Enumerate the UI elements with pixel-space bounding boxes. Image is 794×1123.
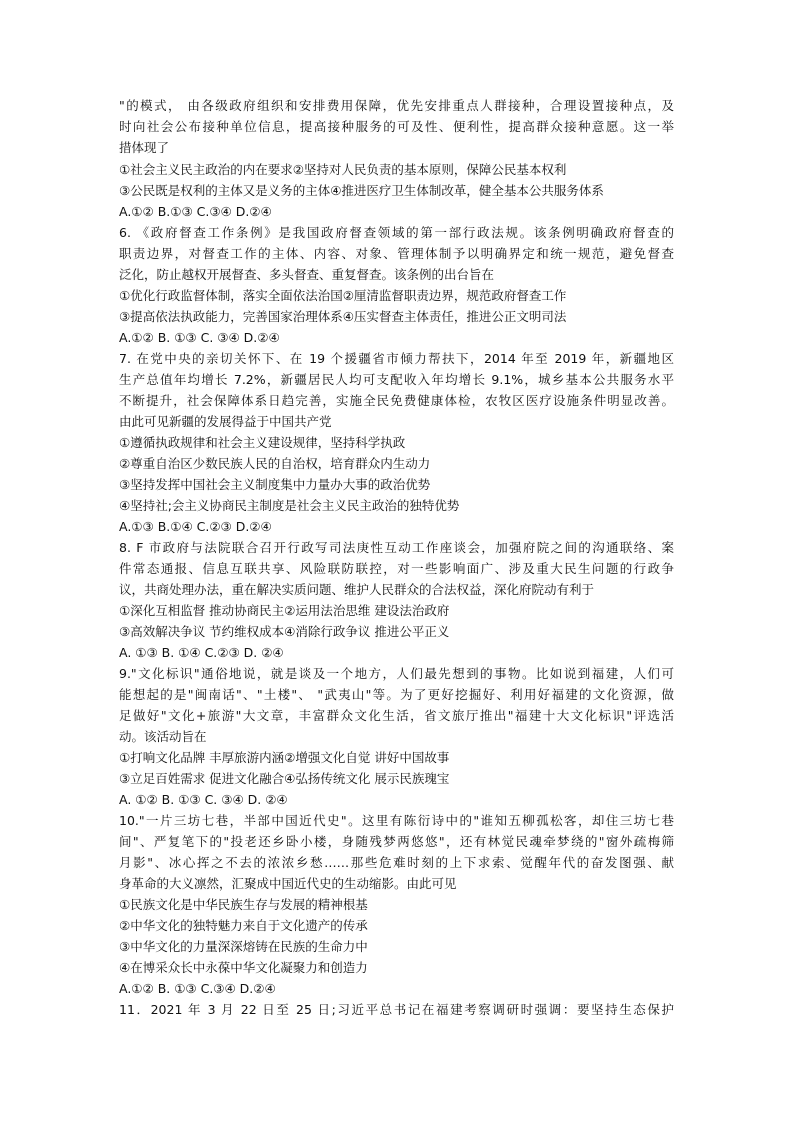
text-line: 时向社会公布接种单位信息，提高接种服务的可及性、便利性，提高群众接种意愿。这一举: [119, 119, 674, 134]
text-line: 由此可见新疆的发展得益于中国共产党: [119, 414, 332, 429]
question-8: 8. F 市政府与法院联合召开行政写司法庚性互动工作座谈会，加强府院之间的沟通联络、案: [119, 540, 674, 555]
option-line: ④在博采众长中永葆中华文化凝聚力和创造力: [119, 960, 368, 975]
option-line: ③公民既是权利的主体又是义务的主体④推进医疗卫生体制改革，健全基本公共服务体系: [119, 183, 604, 198]
answer-choices: A. ①② B. ①③ C. ③④ D. ②④: [119, 792, 288, 807]
option-line: ①优化行政监督体制，落实全面依法治国②厘清监督职责边界，规范政府督查工作: [119, 288, 567, 303]
option-line: ③提高依法执政能力，完善国家治理体系④压实督查主体责任，推进公正文明司法: [119, 309, 567, 324]
question-6: 6. 《政府督查工作条例》是我国政府督查领域的第一部行政法规。该条例明确政府督查的: [119, 225, 674, 240]
text-line: 议，共商处理办法，重在解决实质问题、维护人民群众的合法权益，深化府院动有利于: [119, 582, 595, 597]
text-line: 间"、严复笔下的"投老还乡卧小楼，身随残梦两悠悠"，还有林觉民魂牵梦绕的"窗外疏梅筛: [119, 834, 674, 849]
text-line: 能想起的是"闽南话"、"土楼"、 "武夷山"等。为了更好挖掘好、利用好福建的文化资源，做: [119, 687, 674, 702]
option-line: ③坚持发挥中国社会主义制度集中力量办大事的政治优势: [119, 477, 431, 492]
text-line: 措体现了: [119, 140, 170, 155]
option-line: ③中华文化的力量深深熔铸在民族的生命力中: [119, 939, 368, 954]
answer-choices: A.①② B. ①③ C. ③④ D.②④: [119, 330, 280, 345]
option-line: ②尊重自治区少数民族人民的自治权，培育群众内生动力: [119, 456, 431, 471]
text-line: 动。该活动旨在: [119, 729, 207, 744]
text-line: "的模式， 由各级政府组织和安排费用保障，优先安排重点人群接种，合理设置接种点，及: [119, 98, 674, 113]
option-line: ③立足百姓需求 促进文化融合④弘扬传统文化 展示民族瑰宝: [119, 771, 450, 786]
text-line: 足做好"文化+旅游"大文章，丰富群众文化生活，省文旅厅推出"福建十大文化标识"评选活: [119, 708, 674, 723]
option-line: ①社会主义民主政治的内在要求②坚持对人民负责的基本原则，保障公民基本权利: [119, 162, 567, 177]
text-line: 件常态通报、信息互联共享、风险联防联控，对一些影响面广、涉及重大民生问题的行政争: [119, 561, 674, 576]
answer-choices: A. ①③ B. ①④ C.②③ D. ②④: [119, 645, 284, 660]
text-line: 身革命的大义凛然，汇聚成中国近代史的生动缩影。由此可见: [119, 876, 457, 891]
question-10: 10."一片三坊七巷，半部中国近代史"。这里有陈衍诗中的"谁知五柳孤松客，却住三坊七巷: [119, 813, 674, 828]
answer-choices: A.①② B. ①③ C.③④ D.②④: [119, 981, 276, 996]
answer-choices: A.①③ B.①④ C.②③ D.②④: [119, 519, 272, 534]
question-11: 11．2021 年 3 月 22 日至 25 日;习近平总书记在福建考察调研时强调：要坚持生态保护: [119, 1002, 674, 1017]
option-line: ④坚持社;会主义协商民主制度是社会主义民主政治的独特优势: [119, 498, 460, 513]
text-line: 不断提升，社会保障体系日趋完善，实施全民免费健康体检，农牧区医疗设施条件明显改善。: [119, 393, 674, 408]
question-7: 7. 在党中央的亲切关怀下、在 19 个援疆省市倾力帮扶下，2014 年至 2019 年，新疆地区: [119, 351, 674, 366]
text-line: 职责边界，对督查工作的主体、内容、对象、管理体制予以明确界定和统一规范，避免督查: [119, 246, 674, 261]
option-line: ①深化互相监督 推动协商民主②运用法治思维 建设法治政府: [119, 603, 450, 618]
question-9: 9."文化标识"通俗地说，就是谈及一个地方，人们最先想到的事物。比如说到福建，人们可: [119, 666, 674, 681]
option-line: ①遵循执政规律和社会主义建设规律，坚持科学执政: [119, 435, 406, 450]
option-line: ②中华文化的独特魅力来自于文化遗产的传承: [119, 918, 368, 933]
option-line: ①打响文化品牌 丰厚旅游内涵②增强文化自觉 讲好中国故事: [119, 750, 450, 765]
option-line: ①民族文化是中华民族生存与发展的精神根基: [119, 897, 368, 912]
option-line: ③高效解决争议 节约维权成本④消除行政争议 推进公平正义: [119, 624, 450, 639]
text-line: 月影"、冰心挥之不去的浓浓乡愁……那些危难时刻的上下求索、觉醒年代的奋发图强、献: [119, 855, 674, 870]
text-line: 生产总值年均增长 7.2%，新疆居民人均可支配收入年均增长 9.1%，城乡基本公共服务水平: [119, 372, 674, 387]
text-line: 泛化，防止越权开展督查、多头督查、重复督查。该条例的出台旨在: [119, 267, 495, 282]
answer-choices: A.①② B.①③ C.③④ D.②④: [119, 204, 272, 219]
